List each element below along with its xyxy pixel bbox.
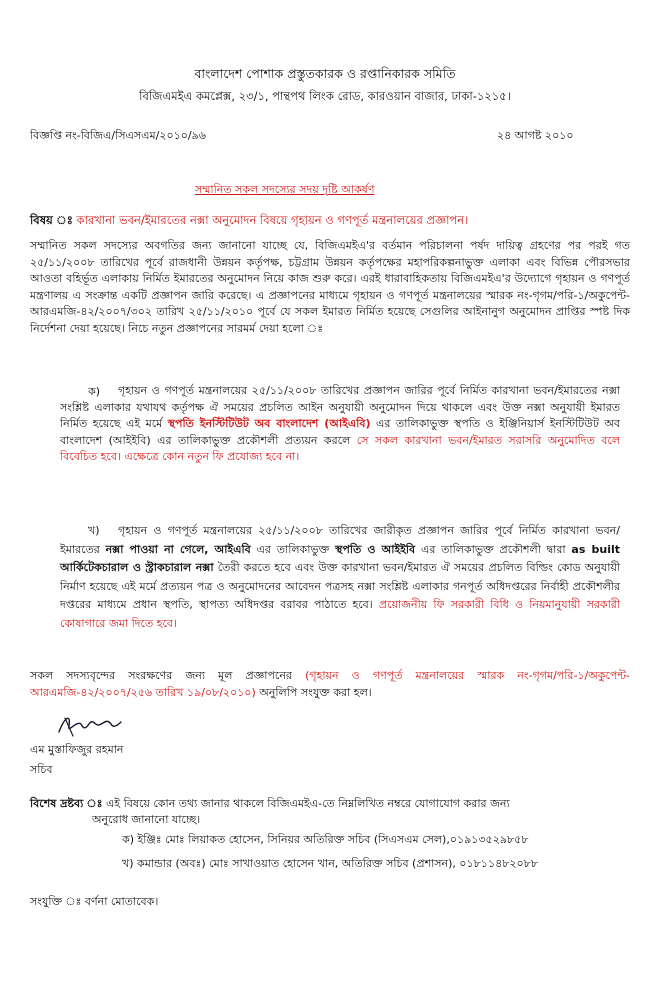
item-kha-text-4: তৈরী করতে হবে এবং উক্ত কারখানা ভবন/ইমারত ঐ সময়ের প্রচলিত বিল্ডিং কোড অনুযায়ী নির্মাণ হয়েছে এই মর্মে প্রত্যয়ন পত্র ও অনুমোদনের আবেদন পত্রসহ নক্সা সংশ্লিষ্ট এলাকার গনপূর্ত অধিদপ্তরের নির্বাহী প্রকৌশলীর দপ্তরের মাধ্যমে প্রধান স্থপতি, স্থাপত্য অধিদপ্তর বরাবর পাঠাতে হবে। [60, 561, 621, 611]
contact-2-marker: খ) [122, 857, 134, 870]
signatory-title: সচিব [30, 763, 53, 776]
special-note-text: এই বিষয়ে কোন তথ্য জানার থাকলে বিজিএমইএ-তে নিম্নলিখিত নম্বরে যোগাযোগ করার জন্য [106, 797, 510, 810]
special-note-label: বিশেষ দ্রষ্টব্য ঃ [30, 797, 103, 810]
contact-2-text: কমান্ডার (অবঃ) মোঃ সাখাওয়াত হোসেন খান, অতিরিক্ত সচিব (প্রশাসন), ০১৮১১৪৮২০৮৮ [137, 857, 538, 870]
contact-item-1 [122, 831, 528, 850]
item-kha-text-3: এর তালিকাভুক্ত প্রকৌশলী দ্বারা [420, 542, 566, 556]
notice-date: ২৪ আগষ্ট ২০১০ [497, 129, 574, 142]
item-ka-text-2: এর তালিকাভুক্ত স্থপতি ও ইঞ্জিনিয়ার্স ইনস্টিটিউট অব বাংলাদেশ (আইইবি) এর তালিকাভুক্ত প্রকৌশলী প্রত্যয়ন করলে [60, 417, 620, 447]
attention-heading: সম্মানিত সকল সদস্যের সদয় দৃষ্টি আকর্ষণ [195, 183, 375, 196]
contact-item-2 [122, 855, 538, 874]
intro-paragraph: সম্মানিত সকল সদস্যের অবগতির জন্য জানানো যাচ্ছে যে, বিজিএমইএ'র বর্তমান পরিচালনা পর্ষদ দায়িত্ব গ্রহণের পর পরই গত ২৫/১১/২০০৮ তারিখের পূর্বে রাজধানী উন্নয়ন কর্তৃপক্ষ, চট্টগ্রাম উন্নয়ন কর্তৃপক্ষের মহাপরিকল্পনাভুক্ত এলাকা এবং বিভিন্ন পৌরসভার আওতা বহির্ভূত এলাকায় নির্মিত ইমারতের অনুমোদন নিয়ে কাজ শুরু করে। এরই ধারাবাহিকতায় বিজিএমইএ'র উদ্যোগে গৃহায়ন ও গণপূর্ত মন্ত্রণালয় এ সংক্রান্ত একটি প্রজ্ঞাপন জারি করেছে। এ প্রজ্ঞাপনের মাধ্যমে গৃহায়ন ও গণপূর্ত মন্ত্রনালয়ের স্মারক নং-গৃগম/পরি-১/অকুপেন্ট-আরএমজি-৪২/২০০৭/৩০২ তারিখ ২৫/১১/২০১০ পূর্বে যে সকল ইমারত নির্মিত হয়েছে সেগুলির আইনানুগ অনুমোদন প্রাপ্তির স্পষ্ট দিক নির্দেশনা দেয়া হয়েছে। নিচে নতুন প্রজ্ঞাপনের সারমর্ম দেয়া হলো ঃ [30, 239, 630, 335]
special-note-continuation: অনুরোধ জানানো যাচ্ছে। [92, 813, 201, 826]
attachment-note: সংযুক্তি ঃ বর্ণনা মোতাবেক। [30, 895, 159, 908]
item-kha-bold-2: স্থপতি ও আইইবি [335, 542, 416, 556]
contact-1-text: ইঞ্জিঃ মোঃ লিয়াকত হোসেন, সিনিয়র অতিরিক্ত সচিব (সিএসএম সেল),০১৯১৩৫২৯৮৫৮ [137, 833, 529, 846]
item-ka-iab-text: স্থপতি ইনস্টিটিউট অব বাংলাদেশ (আইএবি) [167, 417, 371, 430]
item-kha-text-2: এর তালিকাভুক্ত [256, 542, 330, 556]
item-kha-bold-3: as built আর্কিটেকচারাল ও স্ট্রাকচারাল নক্সা [60, 542, 621, 574]
subject-line [30, 212, 468, 231]
closing-paragraph [30, 668, 630, 701]
handwritten-signature [55, 712, 125, 740]
signatory-name: এম মুস্তাফিজুর রহমান [30, 743, 124, 756]
item-ka-approval-text: সে সকল কারখানা ভবন/ইমারত সরাসরি অনুমোদিত বলে বিবেচিত হবে। এক্ষেত্রে কোন নতুন ফি প্রযোজ্য হবে না। [60, 433, 621, 463]
item-kha-bold-1: নক্সা পাওয়া না গেলে, আইএবি [105, 542, 251, 556]
item-ka-text-1: গৃহায়ন ও গণপূর্ত মন্ত্রনালয়ের ২৫/১১/২০০৮ তারিখের প্রজ্ঞাপন জারির পূর্বে নির্মিত কারখানা ভবন/ইমারতের নক্সা সংশ্লিষ্ট এলাকার যথাযথ কর্তৃপক্ষ ঐ সময়ের প্রচলিত আইন অনুযায়ী অনুমোদন দিয়ে থাকলে এবং উক্ত নক্সা অনুযায়ী ইমারত নির্মিত হয়েছে এই মর্মে [60, 384, 620, 430]
item-kha-marker: খ) [88, 524, 100, 537]
subject-text: কারখানা ভবন/ইমারতের নক্সা অনুমোদন বিষয়ে গৃহায়ন ও গণপূর্ত মন্ত্রনালয়ের প্রজ্ঞাপন। [76, 213, 469, 227]
contact-1-marker: ক) [122, 833, 134, 846]
closing-text-2: অনুলিপি সংযুক্ত করা হল। [259, 685, 372, 699]
notice-reference-number: বিজ্ঞপ্তি নং-বিজিএ/সিএসএম/২০১০/৯৬ [30, 129, 206, 142]
closing-memo-reference: (গৃহায়ন ও গণপূর্ত মন্ত্রনালয়ের স্মারক নং-গৃগম/পরি-১/অকুপেন্ট-আরএমজি-৪২/২০০৭/২৫৬ তারিখ ১৯/০৮/২০১০) [30, 669, 630, 699]
item-ka-marker: ক) [88, 385, 100, 398]
closing-text-1: সকল সদস্যবৃন্দের সংরক্ষণের জন্য মূল প্রজ্ঞাপনের [30, 669, 292, 682]
item-kha-text-1: গৃহায়ন ও গণপূর্ত মন্ত্রনালয়ের ২৫/১১/২০০৮ তারিখের জারীকৃত প্রজ্ঞাপন জারির পূর্বে নির্মিত কারখানা ভবন/ইমারতের [60, 524, 620, 556]
item-ka-paragraph [60, 383, 620, 466]
item-kha-fee-text: প্রয়োজনীয় ফি সরকারী বিধি ও নিয়মানুযায়ী সরকারী কোষাগারে জমা দিতে হবে। [60, 598, 620, 630]
subject-label: বিষয় ঃ [30, 213, 73, 227]
item-kha-paragraph [60, 522, 620, 633]
organization-name: বাংলাদেশ পোশাক প্রস্তুতকারক ও রপ্তানিকারক সমিতি [194, 66, 456, 81]
organization-address: বিজিএমইএ কমপ্লেক্স, ২৩/১, পান্থপথ লিংক রোড, কারওয়ান বাজার, ঢাকা-১২১৫। [139, 89, 511, 103]
